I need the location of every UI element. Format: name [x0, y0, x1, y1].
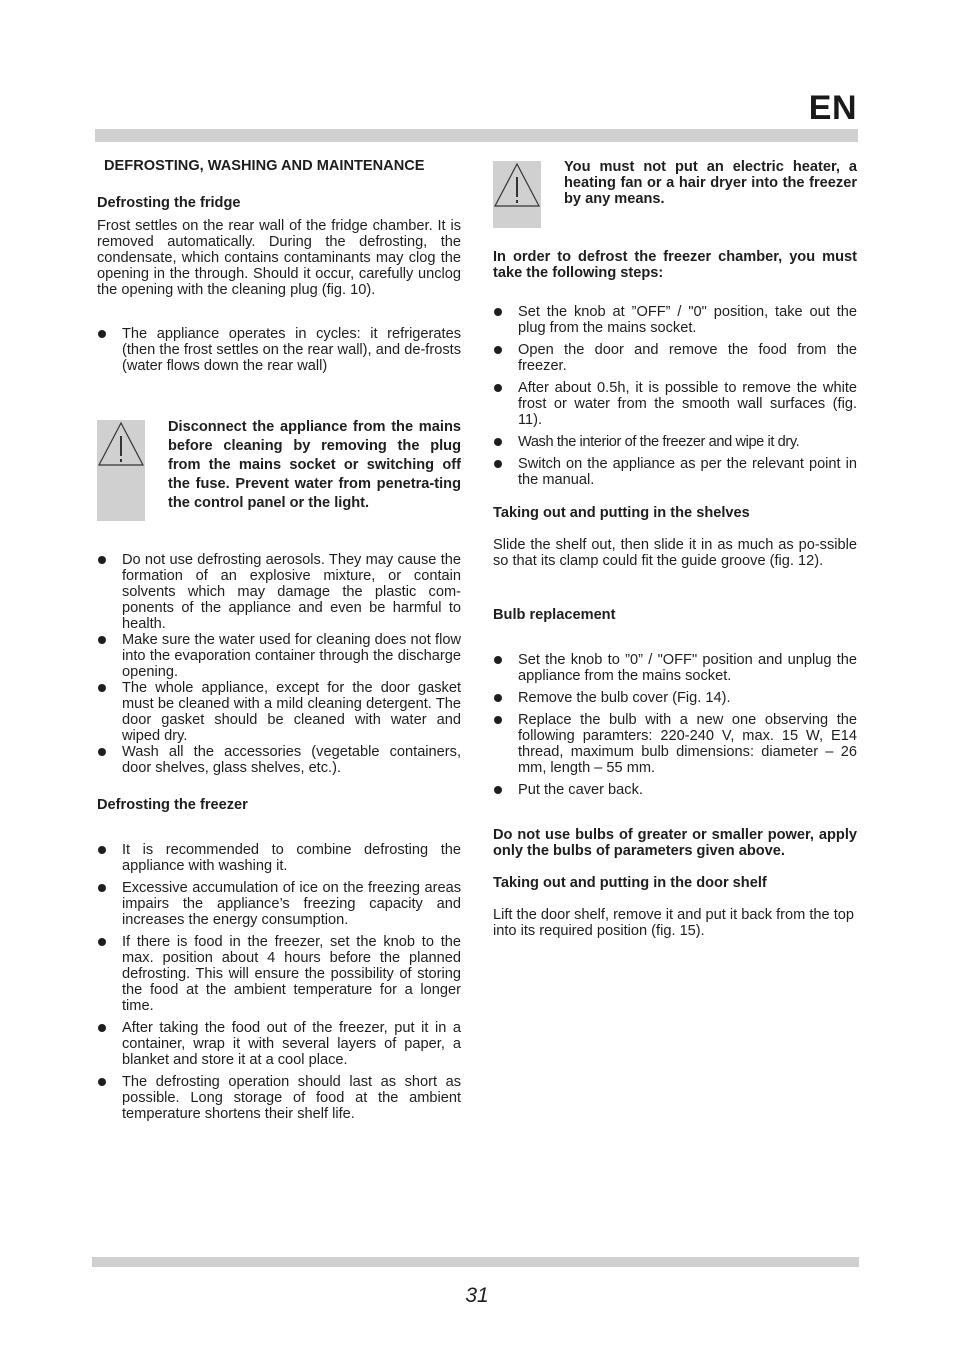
warning-text: Disconnect the appliance from the mains before cleaning by removing the plug from the mains socket or switching off the fuse. Prevent water from penetra-ting the control panel or the light.: [168, 419, 461, 511]
warning-box: [493, 161, 541, 228]
list-item: Wash all the accessories (vegetable containers, door shelves, glass shelves, etc.).: [97, 744, 461, 776]
list-item: Set the knob to ”0” / "OFF" position and unplug the appliance from the mains socket.: [493, 652, 857, 684]
bullet-icon: [98, 938, 106, 946]
bullet-icon: [98, 1078, 106, 1086]
page-number: 31: [465, 1284, 489, 1307]
list-item: If there is food in the freezer, set the knob to the max. position about 4 hours before the planned defrosting. This will ensure the possibility of storing the food at the ambient temperature for a longer time.: [97, 934, 461, 1014]
list-item: Wash the interior of the freezer and wipe it dry.: [493, 434, 857, 450]
bulb-warning: Do not use bulbs of greater or smaller power, apply only the bulbs of parameters given above.: [493, 827, 857, 859]
bulb-heading: Bulb replacement: [493, 607, 616, 623]
bullet-icon: [98, 884, 106, 892]
shelves-heading: Taking out and putting in the shelves: [493, 505, 750, 521]
shelves-paragraph: Slide the shelf out, then slide it in as much as po-ssible so that its clamp could fit the guide groove (fig. 12).: [493, 537, 857, 569]
fridge-paragraph: Frost settles on the rear wall of the fridge chamber. It is removed automatically. During the defrosting, the condensate, which contains contaminants may clog the opening in the through. Should it occur, carefully unclog the opening with the cleaning plug (fig. 10).: [97, 218, 461, 298]
section-title: DEFROSTING, WASHING AND MAINTENANCE: [104, 158, 425, 174]
bullet-icon: [98, 636, 106, 644]
list-item: Replace the bulb with a new one observing the following paramters: 220-240 V, max. 15 W, E14 thread, maximum bulb dimensions: diameter – 26 mm, length – 55 mm.: [493, 712, 857, 776]
bullet-icon: [494, 438, 502, 446]
list-item: Make sure the water used for cleaning does not flow into the evaporation container through the discharge opening.: [97, 632, 461, 680]
door-shelf-paragraph: Lift the door shelf, remove it and put it back from the top into its required position (fig. 15).: [493, 907, 854, 939]
warning-text: You must not put an electric heater, a heating fan or a hair dryer into the freezer by any means.: [564, 159, 857, 207]
bullet-icon: [494, 716, 502, 724]
bullet-icon: [494, 308, 502, 316]
bullet-icon: [494, 656, 502, 664]
bullet-icon: [98, 1024, 106, 1032]
bullet-icon: [98, 846, 106, 854]
warning-triangle-icon: [493, 161, 541, 211]
defrost-steps-list: [493, 304, 857, 488]
list-item: After taking the food out of the freezer, put it in a container, wrap it with several layers of paper, a blanket and store it at a cool place.: [97, 1020, 461, 1068]
list-item: Set the knob at ”OFF” / "0" position, take out the plug from the mains socket.: [493, 304, 857, 336]
door-shelf-heading: Taking out and putting in the door shelf: [493, 875, 767, 891]
warning-box: [97, 420, 145, 521]
cycle-list: [97, 326, 461, 374]
footer-divider: [92, 1257, 859, 1267]
freezer-heading: Defrosting the freezer: [97, 797, 248, 813]
bullet-icon: [494, 384, 502, 392]
list-item: After about 0.5h, it is possible to remove the white frost or water from the smooth wall surfaces (fig. 11).: [493, 380, 857, 428]
bullet-icon: [98, 684, 106, 692]
header-divider: [95, 129, 858, 142]
bullet-icon: [494, 460, 502, 468]
bulb-steps-list: [493, 652, 857, 798]
fridge-heading: Defrosting the fridge: [97, 195, 241, 211]
bullet-icon: [98, 330, 106, 338]
bullet-icon: [494, 786, 502, 794]
list-item: The defrosting operation should last as short as possible. Long storage of food at the ambient temperature shortens their shelf life.: [97, 1074, 461, 1122]
list-item: It is recommended to combine defrosting the appliance with washing it.: [97, 842, 461, 874]
list-item: Remove the bulb cover (Fig. 14).: [493, 690, 857, 706]
list-item: The whole appliance, except for the door gasket must be cleaned with a mild cleaning detergent. The door gasket should be cleaned with water and wiped dry.: [97, 680, 461, 744]
warning-triangle-icon: [97, 420, 145, 470]
bullet-icon: [494, 694, 502, 702]
steps-intro: In order to defrost the freezer chamber, you must take the following steps:: [493, 249, 857, 281]
freezer-list: [97, 842, 461, 1122]
language-label: EN: [808, 89, 857, 127]
list-item: Excessive accumulation of ice on the freezing areas impairs the appliance’s freezing capacity and increases the energy consumption.: [97, 880, 461, 928]
list-item: The appliance operates in cycles: it refrigerates (then the frost settles on the rear wall), and de-frosts (water flows down the rear wall): [97, 326, 461, 374]
bullet-icon: [98, 556, 106, 564]
bullet-icon: [494, 346, 502, 354]
list-item: Put the caver back.: [493, 782, 857, 798]
list-item: Do not use defrosting aerosols. They may cause the formation of an explosive mixture, or contain solvents which may damage the plastic com-ponents of the appliance and even be harmful to health.: [97, 552, 461, 632]
bullet-icon: [98, 748, 106, 756]
cleaning-list: [97, 552, 461, 776]
list-item: Open the door and remove the food from the freezer.: [493, 342, 857, 374]
list-item: Switch on the appliance as per the relevant point in the manual.: [493, 456, 857, 488]
